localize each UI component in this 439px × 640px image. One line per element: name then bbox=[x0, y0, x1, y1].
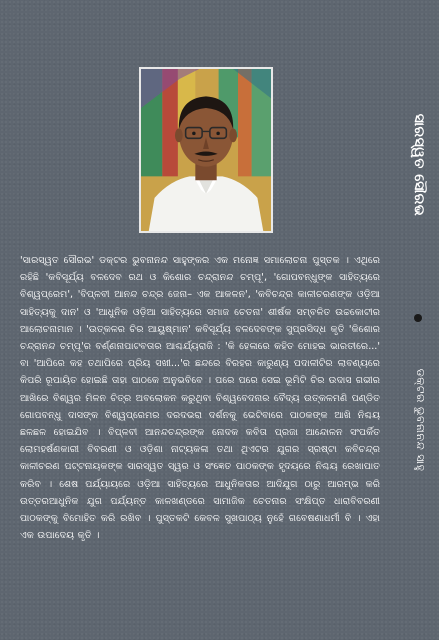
author-portrait bbox=[139, 67, 273, 233]
author-portrait-image bbox=[141, 69, 271, 231]
spine-separator-dot bbox=[414, 314, 422, 322]
back-cover-blurb: 'ସାରସ୍ୱତ ସୌରଭ' ଡକ୍ଟର ଭୁବନାନନ୍ଦ ସାହୁଙ୍କର ଏକ ମନୋଜ୍ଞ ସମାଲୋଚନା ପୁସ୍ତକ । ଏଥିରେ ରହିଛି 'କବିସୂର୍ଯ୍ୟ ବଳଦେବ ରଥ ଓ କିଶୋର ଚନ୍ଦ୍ରାନନ୍ଦ ଚମ୍ପୂ', 'ଗୋପବନ୍ଧୁଙ୍କ ସାହିତ୍ୟରେ ବିଶ୍ୱପ୍ରେମ', 'ବିପ୍ଳବୀ ଆନନ୍ଦ ଚନ୍ଦ୍ର ଜେନା– ଏକ ଆକଳନ', 'କବିଚନ୍ଦ୍ର କାଳୀଚରଣଙ୍କ ଓଡ଼ିଆ ସାହିତ୍ୟକୁ ଦାନ' ଓ 'ଆଧୁନିକ ଓଡ଼ିଆ ସାହିତ୍ୟରେ ସମାଜ ଚେତନା' ଶୀର୍ଷକ ସମ୍ବଳିତ ଉଚ୍ଚକୋଟୀର ଆଲୋଚନାମାନ । 'ଉତ୍କଳର ଚିର ଆୟୁଷ୍ମାନ' କବିସୂର୍ଯ୍ୟ ବଳଦେବଙ୍କ ସୁପ୍ରସିଦ୍ଧ କୃତି 'କିଶୋର ଚନ୍ଦ୍ରାନନ୍ଦ ଚମ୍ପୂ'ର ବର୍ଣ୍ଣନାପାଟବତାର ଆଶ୍ଚର୍ଯ୍ୟରାଜି : 'କି ହେଳାରେ କହିତ ମୋହଇ ଭାରତୀରେ...' ବା 'ଆପିରେ କହ ତଥାପିରେ ପ୍ରିୟ ସଖୀ...'ର ଛନ୍ଦରେ ବିରହର କାରୁଣ୍ୟ ପଦାଳୀଟିର ଲାବଣ୍ୟରେ କିପରି ରୂପାୟିତ ହୋଇଛି ତାହା ପାଠକେ ଅନୁଭବିବେ । ପରେ ପରେ ସେଇ ଭୂମିଟି ଚିର ଉଦାସ ଗଭୀର ଆଖିରେ ବିଶ୍ୱର ମିଳନ ଚିତ୍ର ଅବଲୋକନ କରୁଥିବା ବିଶ୍ୱବେଦନାର ବୈଦ୍ୟ ଉତ୍କଳମଣି ପଣ୍ଡିତ ଗୋପବନ୍ଧୁ ଦାସଙ୍କ ବିଶ୍ୱପ୍ରେମର ଦରଦଭରା ଦର୍ଶନକୁ ଭେଟିବାରେ ପାଠକଙ୍କ ଆଖି ନିଶ୍ଚୟ ଛଳଛଳ ହୋଇଯିବ । ବିପ୍ଳବୀ ଆନନ୍ଦଚନ୍ଦ୍ରଙ୍କ ନୋଦକ କବିତା ପ୍ରଜା ଆନ୍ଦୋଳନ ସଂପର୍କିତ ଲୋମହର୍ଷଣକାରୀ ବିବରଣୀ ଓ ଓଡ଼ିଶା ନାଟ୍ୟକଳା ତଥା ଥିଏଟର ଯୁଗର ସ୍ରଷ୍ଟା କବିଚନ୍ଦ୍ର କାଳୀଚରଣ ପଟ୍ଟନାୟକଙ୍କ ସାରସ୍ୱତ ସ୍ୱର ଓ ସଂଜ୍ଞେତ ପାଠକଙ୍କ ହୃଦୟରେ ନିଶ୍ଚୟ ରେଖାପାତ କରିବ । ଶେଷ ପର୍ଯ୍ୟାୟରେ ଓଡ଼ିଆ ସାହିତ୍ୟରେ ଆଧୁନିକତାର ଆଦିଯୁଗ ଠାରୁ ଆରମ୍ଭ କରି ଉତ୍ତରଆଧୁନିକ ଯୁଗ ପର୍ଯ୍ୟନ୍ତ କାଳଖଣ୍ଡରେ ସାମାଜିକ ଚେତନାର ସଂକ୍ଷିପ୍ତ ଧାରାବିବରଣୀ ପାଠକଙ୍କୁ ବିମୋହିତ କରି ରଖିବ । ପୁସ୍ତକଟି କେବଳ ସୁଖପାଠ୍ୟ ନୁହେଁ ଗବେଷଣାଧର୍ମୀ ବି । ଏହା ଏକ ଉପାଦେୟ କୃତି । bbox=[20, 255, 380, 542]
spine-author: ଡକ୍ଟର ଭୁବନାନନ୍ଦ ସାହୁ bbox=[414, 368, 427, 472]
spine-title: ସାରସ୍ୱତ ସୌରଭ bbox=[411, 113, 427, 217]
